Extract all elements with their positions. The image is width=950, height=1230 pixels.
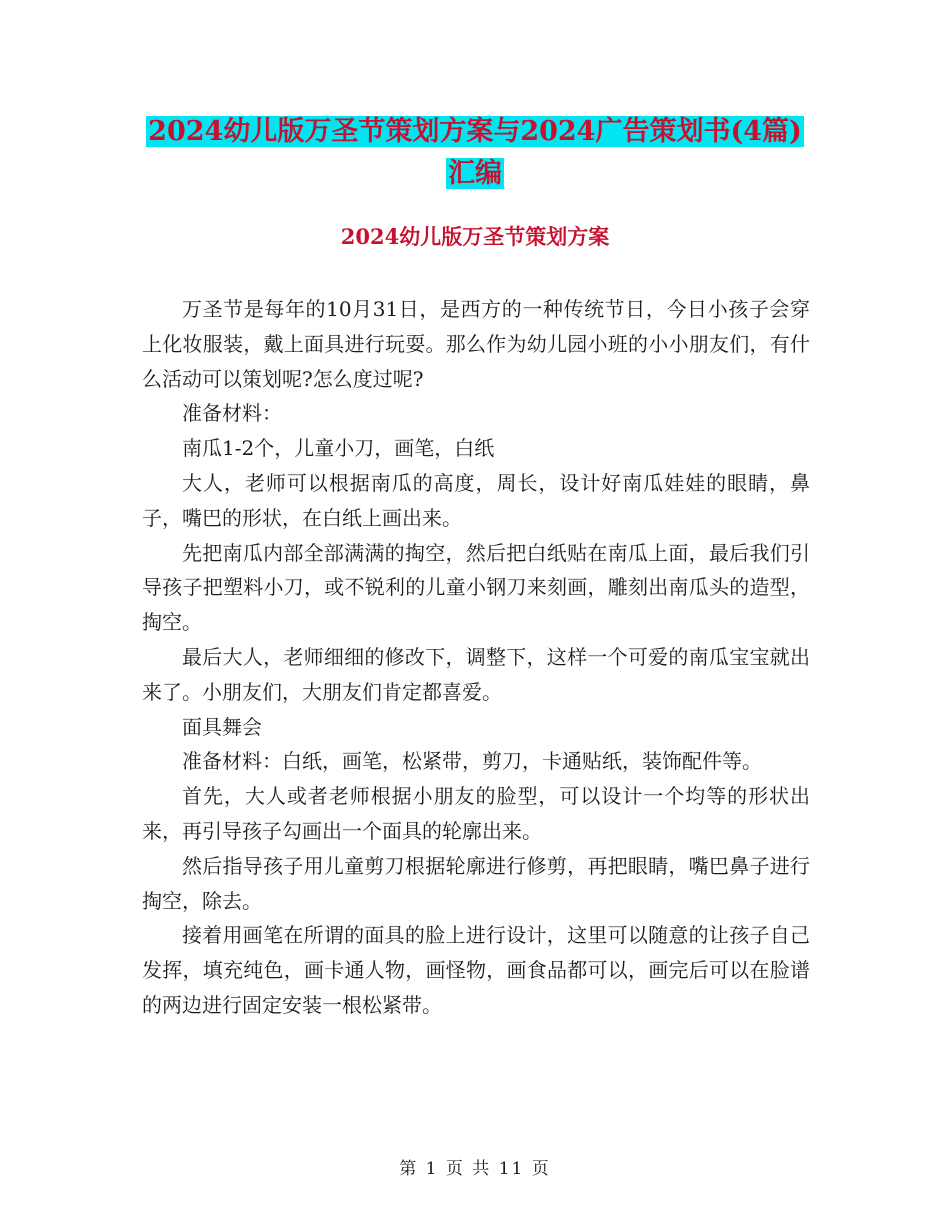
document-body xyxy=(142,292,810,1023)
paragraph-mask-cut: 然后指导孩子用儿童剪刀根据轮廓进行修剪，再把眼睛，嘴巴鼻子进行掏空，除去。 xyxy=(142,853,810,913)
paragraph-mask-materials: 准备材料：白纸，画笔，松紧带，剪刀，卡通贴纸，装饰配件等。 xyxy=(182,749,762,774)
paragraph-mask-outline: 首先，大人或者老师根据小朋友的脸型，可以设计一个均等的形状出来，再引导孩子勾画出一个面具的轮廓出来。 xyxy=(142,784,810,843)
document-title-line-1 xyxy=(0,112,950,152)
page-number-footer: 第 1 页 共 11 页 xyxy=(399,1159,551,1179)
document-title-text-1: 2024幼儿版万圣节策划方案与2024广告策划书(4篇) xyxy=(148,116,802,147)
paragraph-finish-step: 最后大人，老师细细的修改下，调整下，这样一个可爱的南瓜宝宝就出来了。小朋友们，大朋友们肯定都喜爱。 xyxy=(142,644,810,704)
paragraph-carve-step: 先把南瓜内部全部满满的掏空，然后把白纸贴在南瓜上面，最后我们引导孩子把塑料小刀，或不锐利的儿童小钢刀来刻画，雕刻出南瓜头的造型，掏空。 xyxy=(142,540,810,635)
paragraph-materials-list: 南瓜1-2个，儿童小刀，画笔，白纸 xyxy=(182,436,495,461)
section-heading: 2024幼儿版万圣节策划方案 xyxy=(340,224,610,249)
paragraph-intro: 万圣节是每年的10月31日，是西方的一种传统节日，今日小孩子会穿上化妆服装，戴上面具进行玩耍。那么作为幼儿园小班的小小朋友们，有什么活动可以策划呢?怎么度过呢? xyxy=(142,297,810,391)
paragraph-design-step: 大人，老师可以根据南瓜的高度，周长，设计好南瓜娃娃的眼睛，鼻子，嘴巴的形状，在白纸上画出来。 xyxy=(142,470,810,530)
paragraph-materials-label: 准备材料： xyxy=(182,401,282,426)
document-title-text-2: 汇编 xyxy=(448,158,502,189)
paragraph-mask-decorate: 接着用画笔在所谓的面具的脸上进行设计，这里可以随意的让孩子自己发挥，填充纯色，画卡通人物，画怪物，画食品都可以，画完后可以在脸谱的两边进行固定安装一根松紧带。 xyxy=(142,923,810,1017)
document-title-line-2 xyxy=(0,154,950,194)
paragraph-mask-party-heading: 面具舞会 xyxy=(182,714,262,739)
